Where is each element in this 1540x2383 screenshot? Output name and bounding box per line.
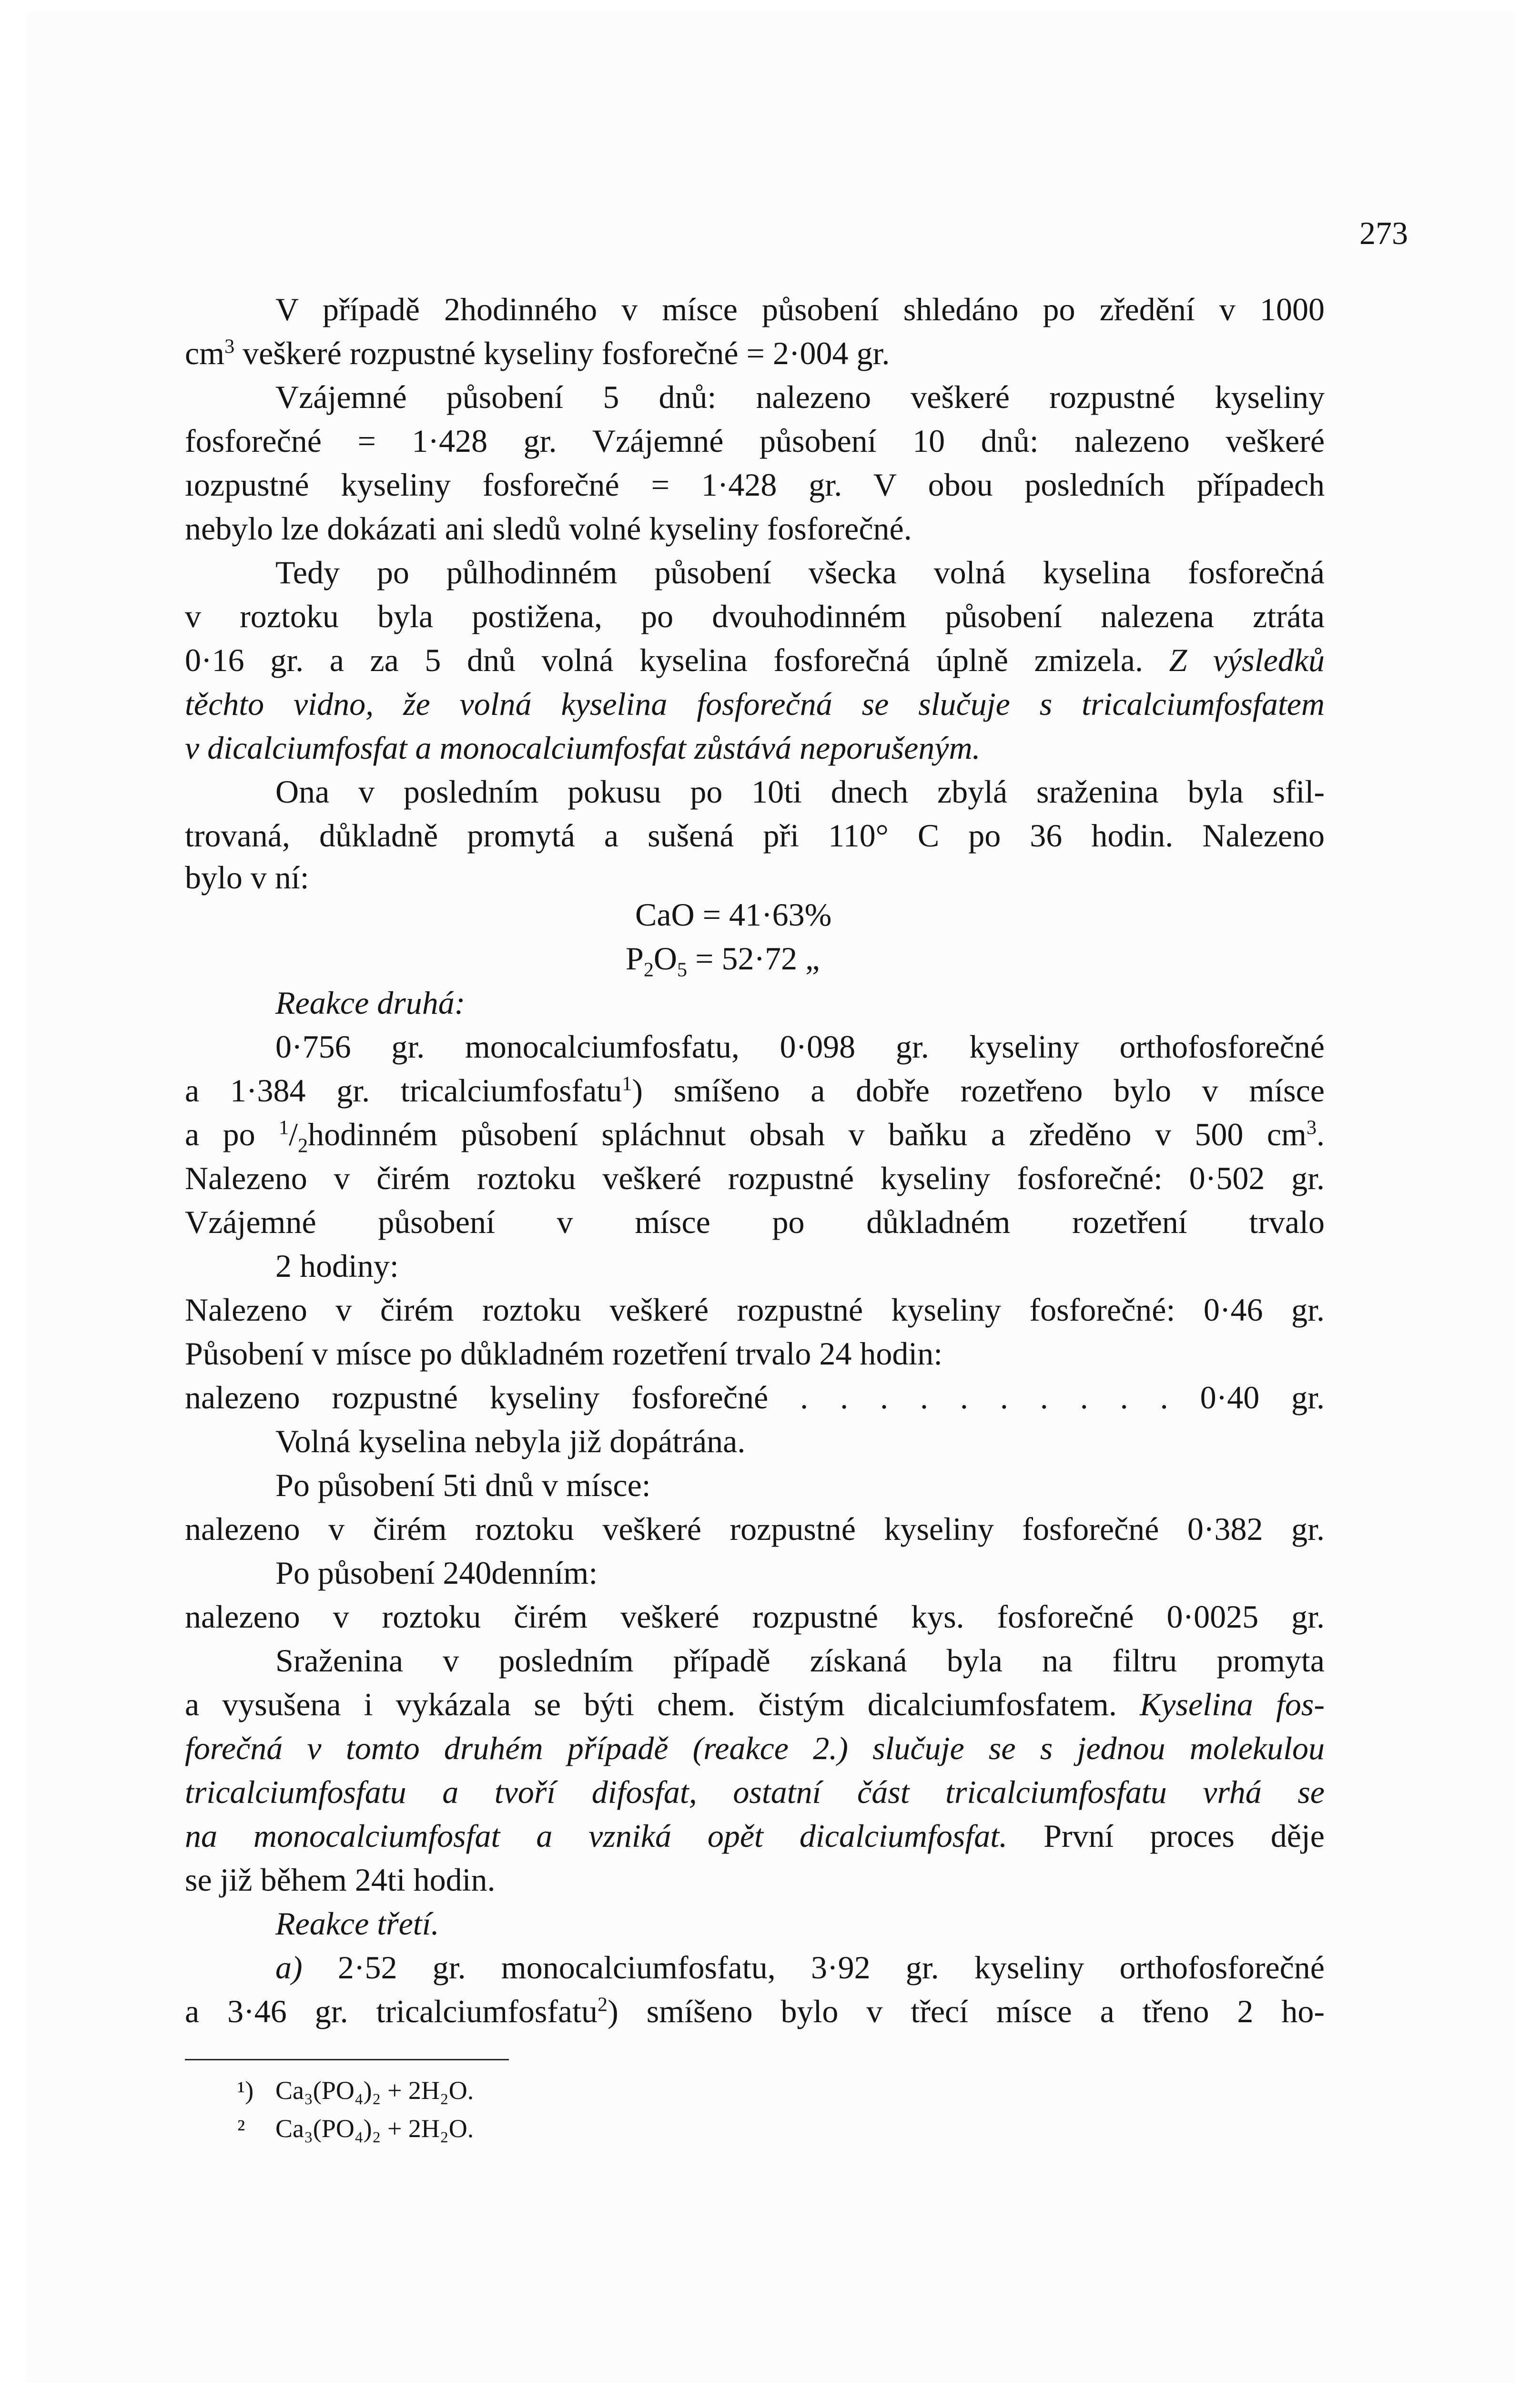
text-line: fosforečné = 1·428 gr. Vzájemné působení 10 dnů: nalezeno veškeré [185, 423, 1325, 459]
text-line: Po působení 5ti dnů v mísce: [275, 1467, 651, 1503]
text-line: Vzájemné působení v mísce po důkladném rozetření trvalo [185, 1204, 1325, 1240]
text-line: Vzájemné působení 5 dnů: nalezeno veškeré rozpustné kyseliny [275, 379, 1325, 415]
footnote-ref: 2 [598, 1993, 608, 2016]
text-line: a vysušena i vykázala se býti chem. čistým dicalciumfosfatem. Kyselina fos- [185, 1686, 1325, 1722]
text-line: a po $^1/_2hodinném$ působení spláchnut obsah v baňku a zředěno v 500 $cm^3$. [185, 1116, 1325, 1157]
text-line: těchto vidno, že volná kyselina fosforečná se slučuje s tricalciumfosfatem [185, 686, 1325, 722]
text-line: v roztoku byla postižena, po dvouhodinném působení nalezena ztráta [185, 598, 1325, 634]
text-line: Nalezeno v čirém roztoku veškeré rozpustné kyseliny fosforečné: 0·46 gr. [185, 1292, 1325, 1328]
text-line: a) 2·52 gr. monocalciumfosfatu, 3·92 gr. kyseliny orthofosforečné [275, 1949, 1325, 1986]
text-line: nebylo lze dokázati ani sledů volné kyseliny fosforečné. [185, 510, 912, 547]
text-line: trovaná, důkladně promytá a sušená při 110° C po 36 hodin. Nalezeno [185, 817, 1325, 854]
text-line: ıozpustné kyseliny fosforečné = 1·428 gr. V obou posledních případech [185, 467, 1325, 503]
text-line: 0·756 gr. monocalciumfosfatu, 0·098 gr. kyseliny orthofosforečné [275, 1029, 1325, 1065]
text-line: bylo v ní: [185, 859, 309, 896]
text-line: Tedy po půlhodinném působení všecka volná kyselina fosforečná [275, 554, 1325, 591]
text-line: na monocalciumfosfat a vzniká opět dicalciumfosfat. První proces děje [185, 1818, 1325, 1854]
section-heading: Reakce druhá: [275, 985, 466, 1021]
text-line: Působení v mísce po důkladném rozetření trvalo 24 hodin: [185, 1335, 943, 1372]
text-line: nalezeno v čirém roztoku veškeré rozpustné kyseliny fosforečné 0·382 gr. [185, 1511, 1325, 1547]
equation-cao: CaO = 41·63% [635, 896, 832, 933]
footnote-ref: 1 [622, 1072, 632, 1095]
text-line: V případě 2hodinného v mísce působení shledáno po zředění v 1000 [275, 291, 1325, 327]
footnote-rule [185, 2059, 509, 2060]
footnote: ¹) Ca₃(PO₄)₂ + 2H₂O. [237, 2076, 474, 2105]
text-line: Nalezeno v čirém roztoku veškeré rozpustné kyseliny fosforečné: 0·502 gr. [185, 1160, 1325, 1196]
text-line: a 3·46 gr. tricalciumfosfatu$^2$) smíšeno bylo v třecí mísce a třeno 2 ho- [185, 1993, 1325, 2029]
text-line: Sraženina v posledním případě získaná byla na filtru promyta [275, 1642, 1325, 1679]
text-line: forečná v tomto druhém případě (reakce 2.) slučuje se s jednou molekulou [185, 1730, 1325, 1766]
text-line: a 1·384 gr. tricalciumfosfatu$^1$) smíšeno a dobře rozetřeno bylo v mísce [185, 1072, 1325, 1109]
text-line: Ona v posledním pokusu po 10ti dnech zbylá sraženina byla sfil- [275, 774, 1325, 810]
text-line: Po působení 240denním: [275, 1555, 598, 1591]
text-line: 2 hodiny: [275, 1248, 399, 1284]
text-line: tricalciumfosfatu a tvoří difosfat, ostatní část tricalciumfosfatu vrhá se [185, 1774, 1325, 1810]
text-line: Volná kyselina nebyla již dopátrána. [275, 1423, 746, 1459]
text-line: v dicalciumfosfat a monocalciumfosfat zůstává neporušeným. [185, 730, 981, 766]
page-number: 273 [1359, 215, 1408, 251]
text-line: se již během 24ti hodin. [185, 1862, 496, 1898]
scanned-page [26, 12, 1515, 2383]
footnote: ² Ca₃(PO₄)₂ + 2H₂O. [237, 2114, 474, 2143]
text-line: nalezeno rozpustné kyseliny fosforečné . . . . . . . . . . 0·40 gr. [185, 1379, 1325, 1416]
section-heading: Reakce třetí. [275, 1905, 439, 1942]
text-line: $cm^3$ veškeré rozpustné kyseliny fosforečné = 2·004 gr. [185, 335, 890, 371]
equation-p2o5: $P_2O_5 = 52\cdot 72$ „ [626, 940, 820, 981]
text-line: 0·16 gr. a za 5 dnů volná kyselina fosforečná úplně zmizela. Z výsledků [185, 642, 1325, 678]
text-line: nalezeno v roztoku čirém veškeré rozpustné kys. fosforečné 0·0025 gr. [185, 1599, 1325, 1635]
